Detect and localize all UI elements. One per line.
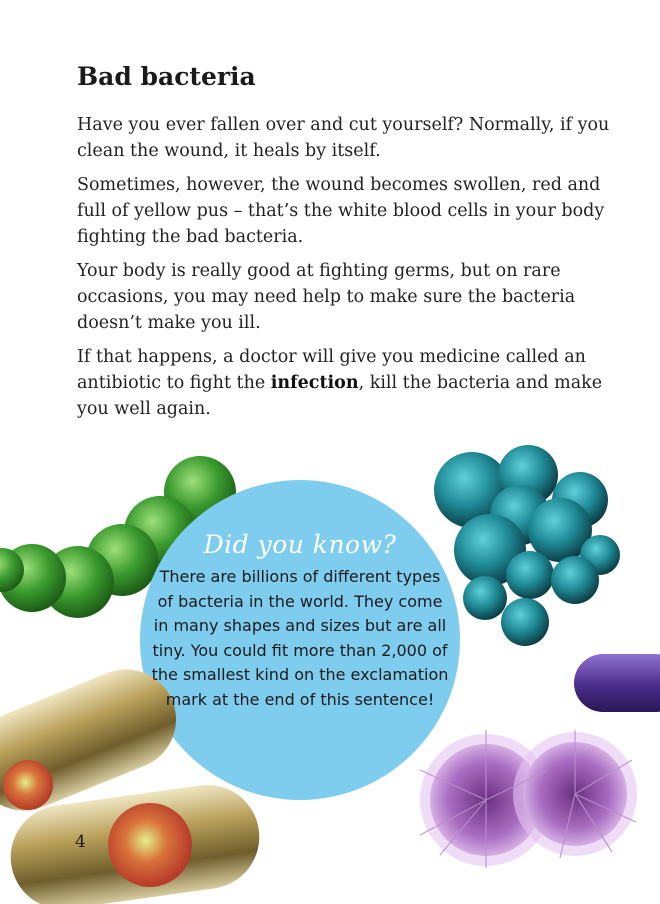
did-you-know-body: There are billions of different types of bacteria in the world. They come in many shapes and sizes but are all tiny. You could fit more than 2,000 of the smallest kind on the exclamation mark at the end of this sentence! [151, 567, 449, 709]
keyword-infection: infection [270, 373, 359, 393]
teal-bacteria-cluster [434, 445, 620, 646]
paragraph-4-start: If that happens, a doctor will give you medicine called an antibiotic to fight the [77, 347, 586, 393]
body-text [77, 112, 622, 430]
paragraph-4 [77, 344, 622, 422]
purple-rod-bacterium [574, 654, 660, 712]
paragraph-1: Have you ever fallen over and cut yourself? Normally, if you clean the wound, it heals by itself. [77, 115, 610, 161]
did-you-know-box [150, 530, 450, 712]
paragraph-3: Your body is really good at fighting germs, but on rare occasions, you may need help to make sure the bacteria doesn’t make you ill. [77, 261, 576, 333]
page-number: 4 [75, 832, 86, 852]
paragraph-4-end: , kill the bacteria and make you well again. [77, 373, 603, 419]
page-heading: Bad bacteria [77, 62, 256, 91]
purple-spiky-bacteria [420, 730, 637, 868]
paragraph-2: Sometimes, however, the wound becomes swollen, red and full of yellow pus – that’s the white blood cells in your body fighting the bad bacteria. [77, 175, 605, 247]
did-you-know-title: Did you know? [203, 530, 397, 559]
